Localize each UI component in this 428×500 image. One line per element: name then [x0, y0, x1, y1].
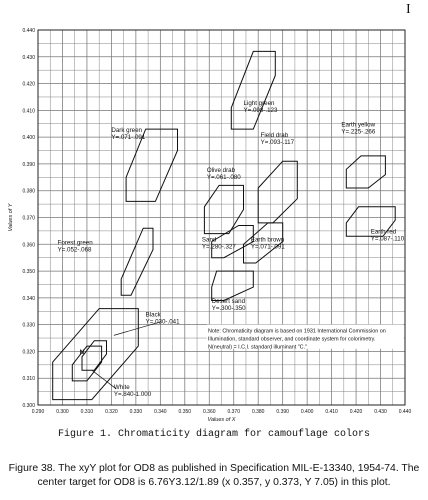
y-tick-label: 0.400: [22, 135, 35, 142]
y-tick-label: 0.370: [22, 215, 35, 222]
x-tick-label: 0.330: [129, 409, 143, 415]
note-line: N(neutral) = I.C.I. standard illuminant "C.": [208, 344, 307, 351]
region-label: Dark green Y=.071-.091: [111, 126, 146, 141]
x-tick-label: 0.370: [227, 409, 240, 415]
region-desert-sand: [212, 271, 254, 300]
x-tick-label: 0.410: [325, 409, 338, 415]
region-label: Sand Y=.280-.327: [201, 236, 236, 251]
region-label: Black Y=.030-.041: [145, 311, 180, 326]
x-tick-label: 0.380: [251, 409, 265, 415]
x-axis-title: Values of X: [207, 417, 236, 423]
x-tick-label: 0.400: [300, 409, 314, 415]
region-label: Field drab Y=.093-.117: [260, 132, 295, 147]
region-label: Earth yellow Y=.225-.266: [341, 121, 376, 136]
y-tick-label: 0.380: [22, 188, 35, 195]
region-label: White Y=.840-1.000: [113, 383, 152, 398]
figure-caption: Figure 38. The xyY plot for OD8 as published in Specification MIL-E-13340, 1954-74. The center target for OD8 is 6.76Y3.12/1.89 (x 0.357, y 0.373, Y 7.05) in this plot.: [8, 463, 420, 488]
region-field-drab: [258, 161, 297, 223]
y-tick-label: 0.410: [22, 108, 35, 115]
region-label: Light green Y=.098-.123: [243, 100, 278, 114]
y-tick-label: 0.430: [22, 54, 35, 61]
x-tick-label: 0.310: [80, 409, 94, 415]
x-tick-label: 0.340: [154, 409, 167, 415]
region-earth-yellow: [346, 156, 385, 188]
y-tick-label: 0.360: [22, 242, 35, 249]
y-tick-label: 0.390: [22, 161, 35, 168]
y-tick-label: 0.310: [22, 376, 35, 383]
region-label: Desert sand Y=.300-.350: [211, 298, 246, 313]
note-line: Illumination, standard observer, and coordinate system for colorimetry.: [208, 336, 376, 343]
y-tick-label: 0.350: [22, 269, 35, 276]
region-label: Earth red Y=.087-.110: [370, 228, 405, 243]
x-tick-label: 0.290: [31, 409, 45, 415]
x-tick-label: 0.430: [374, 409, 387, 415]
figure-title: Figure 1. Chromaticity diagram for camouflage colors: [57, 429, 371, 440]
x-tick-label: 0.420: [349, 409, 363, 415]
x-tick-label: 0.360: [203, 409, 216, 415]
region-label: Earth brown Y=.071-.091: [250, 236, 285, 251]
region-white-inner: [79, 341, 107, 371]
note-line: Note: Chromaticity diagram is based on 1931 International Commission on: [208, 328, 386, 335]
corner-mark: I: [406, 2, 411, 17]
y-tick-label: 0.300: [22, 403, 35, 409]
x-tick-label: 0.440: [398, 409, 412, 415]
y-tick-label: 0.420: [22, 81, 35, 88]
y-tick-label: 0.330: [22, 322, 35, 329]
x-tick-label: 0.320: [105, 409, 118, 415]
region-light-green: [231, 51, 275, 129]
y-axis-title: Values of Y: [8, 203, 14, 232]
x-tick-label: 0.300: [56, 409, 69, 415]
neutral-point-marker: N: [79, 349, 85, 357]
y-tick-label: 0.320: [22, 349, 35, 356]
x-tick-label: 0.390: [276, 409, 289, 415]
x-tick-label: 0.350: [178, 409, 192, 415]
region-label: Olive drab Y=.061-.080: [206, 166, 241, 181]
region-label: Forest green Y=.052-.068: [57, 239, 93, 254]
y-tick-label: 0.440: [22, 28, 35, 34]
y-tick-label: 0.340: [22, 295, 35, 302]
